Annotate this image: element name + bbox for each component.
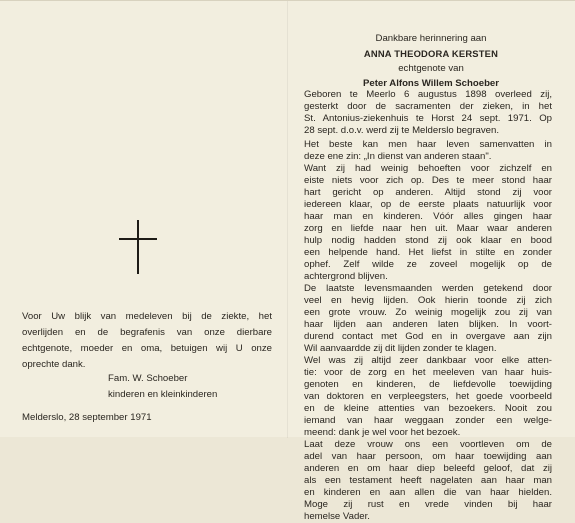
memorial-header xyxy=(309,31,553,91)
text-line: hulp nodig hadden stond zij ook klaar en bood xyxy=(304,235,552,246)
signature-family: Fam. W. Schoeber xyxy=(108,373,188,384)
thank-you-message xyxy=(22,309,272,373)
text-line: Wel was zij altijd zeer dankbaar voor elke atten- xyxy=(304,355,552,366)
spouse-name: Peter Alfons Willem Schoeber xyxy=(362,78,500,89)
text-line: hemelse Vader. xyxy=(304,511,370,522)
text-line: deze ene zin: „In dienst van anderen staan". xyxy=(304,151,492,162)
intro-line: Dankbare herinnering aan xyxy=(375,33,487,44)
text-line: hart gericht op anderen. Altijd stond zij voor xyxy=(304,187,552,198)
text-line: eiste niets voor zich op. Des te meer stond haar xyxy=(304,175,552,186)
text-line: 28 sept. d.o.v. werd zij te Melderslo begraven. xyxy=(304,125,499,136)
text-line: iedereen klaar, op de eerste plaats natuurlijk voor xyxy=(304,199,552,210)
card-fold xyxy=(287,1,288,438)
cross-vertical xyxy=(137,220,139,274)
cross-horizontal xyxy=(119,238,157,240)
text-line: durend contact met God en in overgave aan zijn xyxy=(304,331,552,342)
text-line: en kinderen en aan allen die van haar hielden. xyxy=(304,487,552,498)
text-line: Moge zij rust en vrede vinden bij haar xyxy=(304,499,552,510)
text-line: iemand van haar weggaan zonder een welge- xyxy=(304,415,552,426)
message-line: oprechte dank. xyxy=(22,359,86,370)
deceased-name: ANNA THEODORA KERSTEN xyxy=(363,48,499,59)
text-line: haar lijden aan anderen laten blijken. In voort- xyxy=(304,319,552,330)
text-line: tie: voor de zorg en het meeleven van haar huis- xyxy=(304,367,552,378)
life-details-paragraph xyxy=(304,89,552,137)
signature-children: kinderen en kleinkinderen xyxy=(108,389,218,400)
text-line: De laatste levensmaanden werden getekend door xyxy=(304,283,552,294)
relation-line: echtgenote van xyxy=(398,63,464,74)
text-line: St. Antonius-ziekenhuis te Horst 24 sept. 1971. Op xyxy=(304,113,552,124)
text-line: een helpende hand. Het liefst in stilte en zonder xyxy=(304,247,552,258)
text-line: adel van haar persoon, om haar toewijding aan xyxy=(304,451,552,462)
place-date: Melderslo, 28 september 1971 xyxy=(22,412,152,423)
text-line: Want zij had weinig behoeften voor zichzelf en xyxy=(304,163,552,174)
message-line: echtgenote, moeder en oma, betuigen wij U onze xyxy=(22,343,272,354)
text-line: ophef. Zelf wilde ze zoveel mogelijk op de xyxy=(304,259,552,270)
signature xyxy=(108,371,217,403)
text-line: meend: dank je wel voor het bezoek. xyxy=(304,427,461,438)
text-line: Het beste kan men haar leven samenvatten in xyxy=(304,139,552,150)
text-line: Laat deze vrouw ons een voortleven om de xyxy=(304,439,552,450)
text-line: haar man en kinderen. Vóór alles gingen haar xyxy=(304,211,552,222)
tribute-paragraph xyxy=(304,139,552,523)
text-line: zorg en liefde naar hen uit. Maar waar anderen xyxy=(304,223,552,234)
cross-icon xyxy=(119,220,157,274)
text-line: Wil aanvaardde zij dit lijden zonder te klagen. xyxy=(304,343,497,354)
text-line: Geboren te Meerlo 6 augustus 1898 overleed zij, xyxy=(304,89,552,100)
text-line: veel en hevig lijden. Ook hierin toonde zij zich xyxy=(304,295,552,306)
text-line: en de kleine attenties van bezoekers. Nooit zou xyxy=(304,403,552,414)
text-line: anderen en om haar diep beleefd geloof, dat zij xyxy=(304,463,552,474)
message-line: overlijden en de begrafenis van onze dierbare xyxy=(22,327,272,338)
text-line: van doktoren en verpleegsters, het goede voorbeeld xyxy=(304,391,552,402)
text-line: als een testament heeft nagelaten aan haar man xyxy=(304,475,552,486)
text-line: achtergrond blijven. xyxy=(304,271,388,282)
text-line: genoten en kinderen, de liefdevolle toewijding xyxy=(304,379,552,390)
text-line: een grote vrouw. Zo weinig mogelijk zou zij van xyxy=(304,307,552,318)
message-line: Voor Uw blijk van medeleven bij de ziekte, het xyxy=(22,311,272,322)
text-line: gesterkt door de sacramenten der zieken, in het xyxy=(304,101,552,112)
